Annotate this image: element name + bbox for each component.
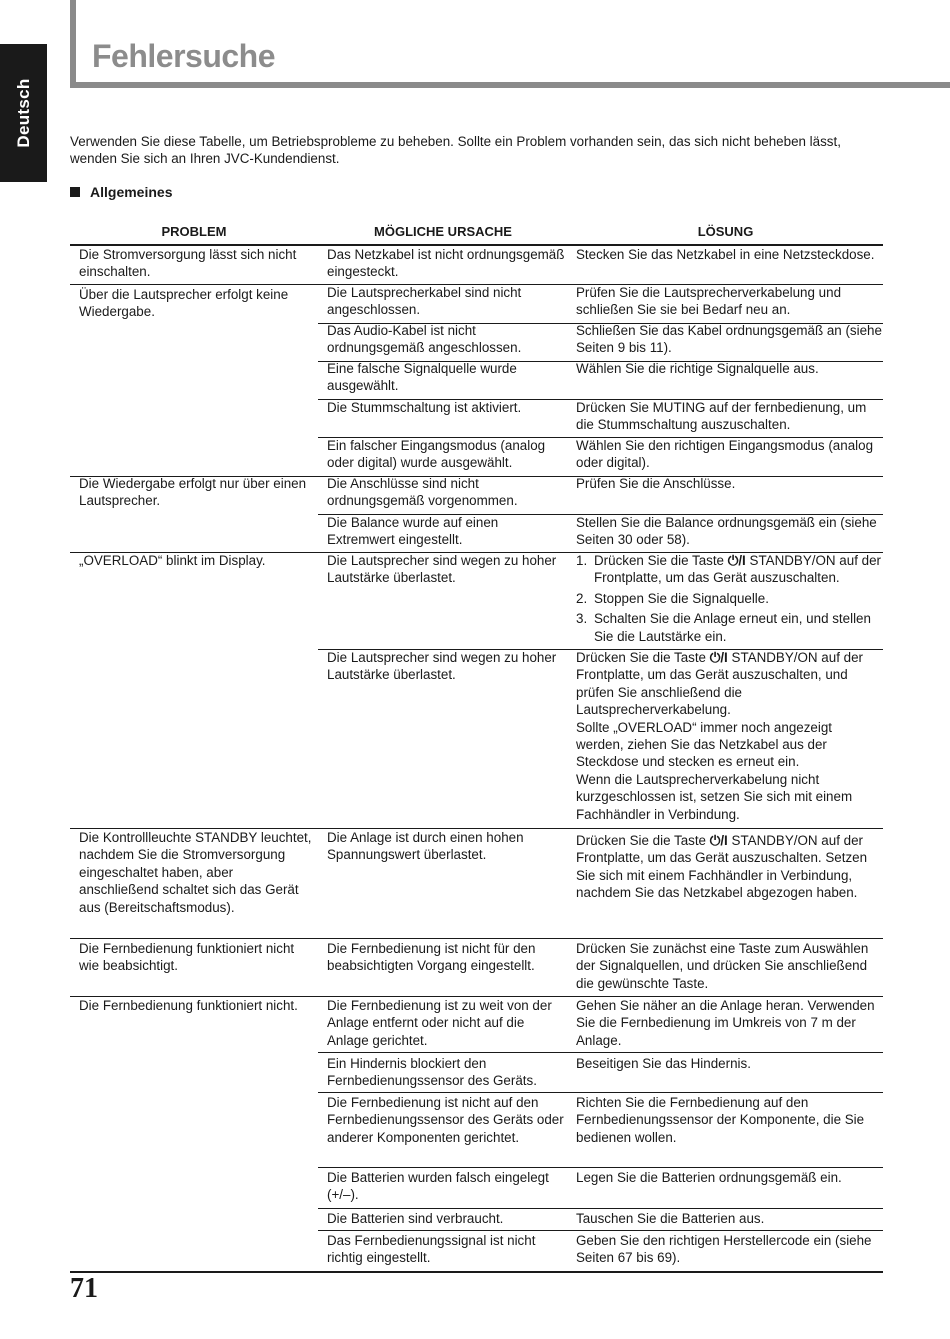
solution-cell: Prüfen Sie die Lautsprecherverkabelung und schließen Sie sie bei Bedarf neu an. (576, 285, 842, 318)
solution-step (576, 590, 882, 607)
cause-cell: Die Lautsprecher sind wegen zu hoher Lautstärke überlastet. (327, 553, 557, 586)
table-bottom-rule (70, 1271, 883, 1273)
step-number: 3. (576, 611, 588, 627)
power-standby-icon: ⏻/I (709, 833, 728, 848)
solution-cell: Drücken Sie MUTING auf der fernbedienung, um die Stummschaltung auszuschalten. (576, 400, 867, 433)
column-header-cause: MÖGLICHE URSACHE (374, 224, 512, 239)
cause-cell: Das Audio-Kabel ist nicht ordnungsgemäß angeschlossen. (327, 323, 522, 356)
cause-cell: Die Fernbedienung ist nicht auf den Fernbedienungssensor des Geräts oder anderer Komponenten gerichtet. (327, 1095, 564, 1145)
section-heading-label: Allgemeines (90, 184, 173, 200)
step-number: 1. (576, 553, 588, 568)
page-title: Fehlersuche (92, 38, 276, 74)
cause-cell: Das Netzkabel ist nicht ordnungsgemäß eingesteckt. (327, 247, 565, 280)
power-standby-icon: ⏻/I (727, 553, 746, 568)
page-number: 71 (70, 1273, 98, 1304)
solution-cell: Beseitigen Sie das Hindernis. (576, 1056, 751, 1071)
cause-cell: Die Anlage ist durch einen hohen Spannungswert überlastet. (327, 830, 524, 863)
solution-text: STANDBY/ON auf der Frontplatte, um das Gerät auszuschalten, und prüfen Sie anschließend die Lautsprecherverkabelung. (576, 650, 863, 718)
problem-cell: Über die Lautsprecher erfolgt keine Wiedergabe. (79, 287, 289, 320)
solution-steps-list (576, 552, 882, 645)
solution-cell: Wählen Sie die richtige Signalquelle aus. (576, 361, 819, 376)
solution-cell-standby (576, 832, 882, 902)
cause-cell: Ein falscher Eingangsmodus (analog oder digital) wurde ausgewählt. (327, 438, 546, 471)
bullet-square-icon (70, 187, 80, 197)
solution-text: STANDBY/ON auf der Frontplatte, um das Gerät auszuschalten. Setzen Sie sich mit einem Fachhändler in Verbindung, nachdem Sie das Netzkabel abgezogen haben. (576, 833, 868, 901)
solution-cell-overload-steps (576, 552, 882, 648)
cause-cell: Die Batterien wurden falsch eingelegt (+/–). (327, 1170, 549, 1203)
intro-text: Verwenden Sie diese Tabelle, um Betriebsprobleme zu beheben. Sollte ein Problem vorhanden sein, das sich nicht beheben lässt, wenden Sie sich an Ihren JVC-Kundendienst. (70, 134, 841, 166)
solution-cell: Drücken Sie zunächst eine Taste zum Auswählen der Signalquellen, und drücken Sie anschließend die gewünschte Taste. (576, 941, 869, 991)
solution-cell: Legen Sie die Batterien ordnungsgemäß ein. (576, 1170, 842, 1185)
step-text: Stoppen Sie die Signalquelle. (594, 590, 769, 606)
cause-cell: Die Lautsprecher sind wegen zu hoher Lautstärke überlastet. (327, 650, 557, 683)
language-tab (0, 44, 47, 182)
column-header-problem: PROBLEM (161, 224, 227, 239)
power-standby-icon: ⏻/I (709, 650, 728, 665)
cause-cell: Eine falsche Signalquelle wurde ausgewählt. (327, 361, 517, 394)
problem-cell: Die Fernbedienung funktioniert nicht wie beabsichtigt. (79, 941, 295, 974)
title-rule-horizontal (70, 82, 950, 88)
problem-cell: „OVERLOAD“ blinkt im Display. (79, 553, 266, 568)
solution-cell: Wählen Sie den richtigen Eingangsmodus (analog oder digital). (576, 438, 874, 471)
cause-cell: Die Balance wurde auf einen Extremwert eingestellt. (327, 515, 499, 548)
solution-text: Drücken Sie die Taste (576, 833, 707, 848)
solution-text: Wenn die Lautsprecherverkabelung nicht kurzgeschlossen ist, setzen Sie sich mit einem Fachhändler in Verbindung. (576, 771, 853, 822)
step-text: Drücken Sie die Taste (594, 553, 725, 568)
cause-cell: Die Fernbedienung ist zu weit von der Anlage entfernt oder nicht auf die Anlage gerichtet. (327, 998, 552, 1048)
section-heading (70, 184, 172, 200)
title-rule-vertical (70, 0, 76, 88)
cause-cell: Das Fernbedienungssignal ist nicht richtig eingestellt. (327, 1233, 536, 1266)
row-divider (318, 1092, 883, 1093)
cause-cell: Die Lautsprecherkabel sind nicht angeschlossen. (327, 285, 522, 318)
problem-cell: Die Stromversorgung lässt sich nicht einschalten. (79, 247, 297, 280)
row-divider (70, 938, 883, 939)
cause-cell: Die Fernbedienung ist nicht für den beabsichtigten Vorgang eingestellt. (327, 941, 536, 974)
row-divider (318, 1052, 883, 1053)
solution-step (576, 552, 882, 587)
solution-cell: Geben Sie den richtigen Herstellercode ein (siehe Seiten 67 bis 69). (576, 1233, 872, 1266)
cause-cell: Die Batterien sind verbraucht. (327, 1211, 504, 1226)
row-divider (318, 1167, 883, 1168)
solution-cell: Richten Sie die Fernbedienung auf den Fernbedienungssensor der Komponente, die Sie bedienen wollen. (576, 1095, 865, 1145)
solution-text: Drücken Sie die Taste (576, 650, 707, 665)
solution-text: Sollte „OVERLOAD“ immer noch angezeigt werden, ziehen Sie das Netzkabel aus der Steckdose und stecken es erneut ein. (576, 719, 833, 770)
row-divider (318, 1208, 883, 1209)
solution-cell-overload-wiring (576, 649, 882, 823)
step-text: STANDBY/ON auf der Frontplatte, um das Gerät auszuschalten. (594, 553, 881, 586)
solution-step (576, 610, 882, 645)
solution-cell: Stellen Sie die Balance ordnungsgemäß ein (siehe Seiten 30 oder 58). (576, 515, 877, 548)
solution-cell: Gehen Sie näher an die Anlage heran. Verwenden Sie die Fernbedienung im Umkreis von 7 m der Anlage. (576, 998, 875, 1048)
column-header-solution: LÖSUNG (697, 224, 754, 239)
solution-cell: Prüfen Sie die Anschlüsse. (576, 476, 736, 491)
solution-cell: Schließen Sie das Kabel ordnungsgemäß an (siehe Seiten 9 bis 11). (576, 323, 882, 356)
language-tab-label: Deutsch (13, 78, 33, 148)
solution-cell: Tauschen Sie die Batterien aus. (576, 1211, 765, 1226)
step-number: 2. (576, 590, 588, 606)
problem-cell: Die Fernbedienung funktioniert nicht. (79, 998, 298, 1013)
cause-cell: Ein Hindernis blockiert den Fernbedienungssensor des Geräts. (327, 1056, 537, 1089)
row-divider (318, 1230, 883, 1231)
solution-cell: Stecken Sie das Netzkabel in eine Netzsteckdose. (576, 247, 875, 262)
problem-cell: Die Wiedergabe erfolgt nur über einen Lautsprecher. (79, 476, 307, 509)
step-text: Schalten Sie die Anlage erneut ein, und stellen Sie die Lautstärke ein. (594, 611, 871, 644)
problem-cell: Die Kontrollleuchte STANDBY leuchtet, nachdem Sie die Stromversorgung eingeschaltet haben, aber anschließend schaltet sich das Gerät aus (Bereitschaftsmodus). (79, 830, 312, 915)
cause-cell: Die Anschlüsse sind nicht ordnungsgemäß vorgenommen. (327, 476, 518, 509)
cause-cell: Die Stummschaltung ist aktiviert. (327, 400, 522, 415)
